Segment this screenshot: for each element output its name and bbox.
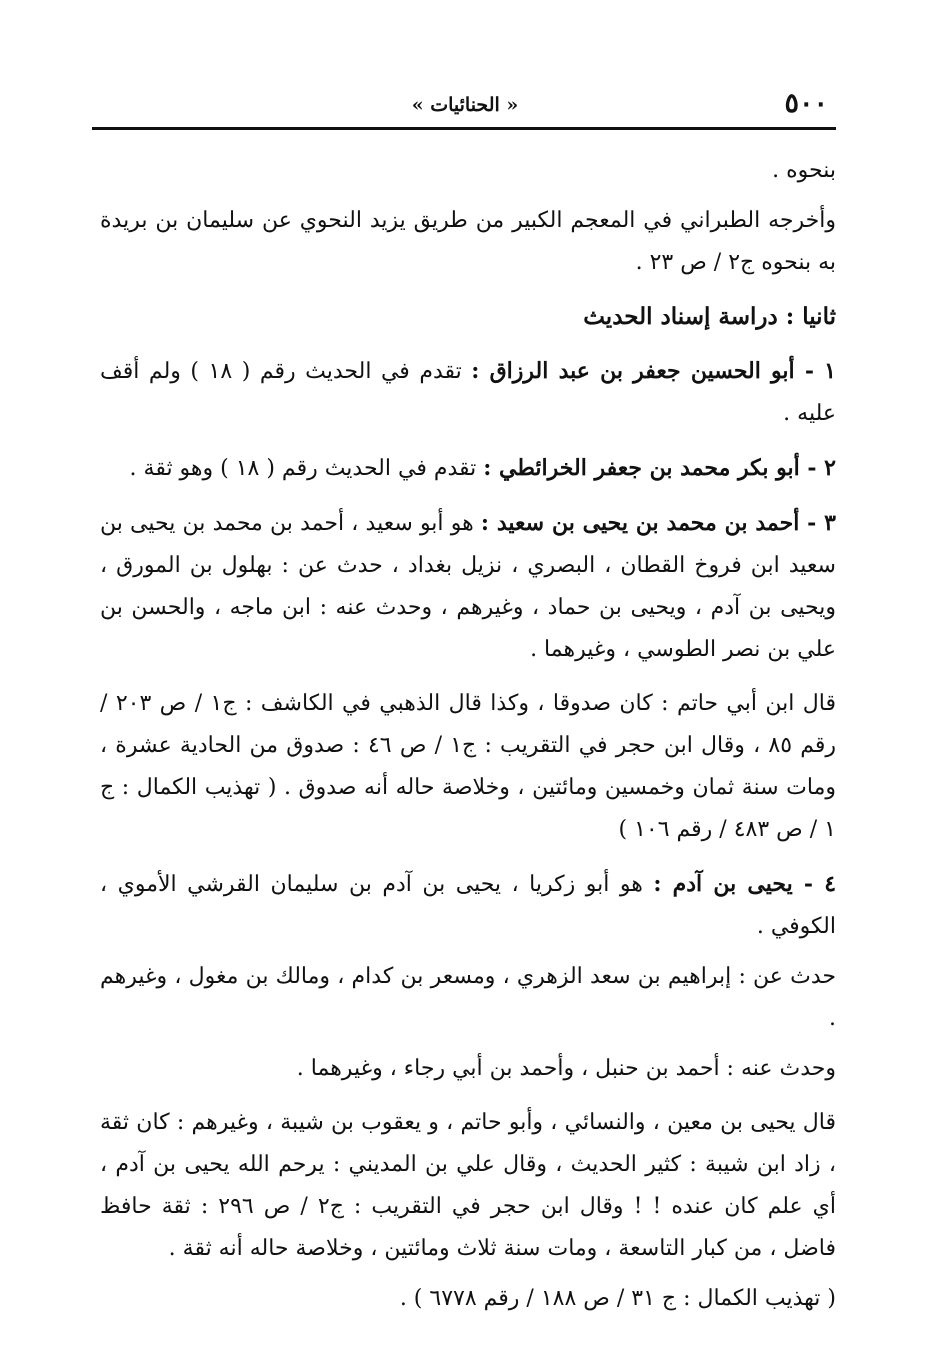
- narrator-reference-4: ( تهذيب الكمال : ج ٣١ / ص ١٨٨ / رقم ٦٧٧٨ ) .: [399, 1286, 836, 1311]
- narrator-text-1: تقدم في الحديث رقم ( ١٨ ) ولم أقف عليه .: [100, 359, 836, 426]
- page-header: [94, 84, 836, 124]
- narrator-item-4: [100, 863, 836, 948]
- narrator-name-3: ٣ - أحمد بن محمد بن يحيى بن سعيد :: [480, 510, 836, 536]
- narrator-item-1: [100, 350, 836, 435]
- narrator-students-4: وحدث عنه : أحمد بن حنبل ، وأحمد بن أبي رجاء ، وغيرهما .: [296, 1056, 836, 1081]
- narrator-teachers-4: حدث عن : إبراهيم بن سعد الزهري ، ومسعر بن كدام ، ومالك بن مغول ، وغيرهم .: [100, 964, 836, 1031]
- narrator-name-4: ٤ - يحيى بن آدم :: [653, 871, 837, 897]
- page-body: [100, 150, 836, 1332]
- narrator-evaluation-3: قال ابن أبي حاتم : كان صدوقا ، وكذا قال الذهبي في الكاشف : ج١ / ص ٢٠٣ / رقم ٨٥ ، وقال ابن حجر في التقريب : ج١ / ص ٤٦ : صدوق من الحادية عشرة ، ومات سنة ثمان وخمسين ومائتين ، وخلاصة حاله أنه صدوق . ( تهذيب الكمال : ج ١ / ص ٤٨٣ / رقم ١٠٦ ): [100, 691, 836, 842]
- narrator-name-1: ١ - أبو الحسين جعفر بن عبد الرزاق :: [471, 358, 836, 384]
- narrator-item-3: [100, 502, 836, 671]
- narrator-text-2: تقدم في الحديث رقم ( ١٨ ) وهو ثقة .: [129, 456, 484, 481]
- running-title: « الحنائيات »: [411, 94, 519, 116]
- narrator-evaluation-4: قال يحيى بن معين ، والنسائي ، وأبو حاتم ، و يعقوب بن شيبة ، وغيرهم : كان ثقة ، زاد ابن شيبة : كثير الحديث ، وقال علي بن المديني : يرحم الله يحيى بن آدم ، أي علم كان عنده ! ! وقال ابن حجر في التقريب : ج٢ / ص ٢٩٦ : ثقة حافظ فاضل ، من كبار التاسعة ، ومات سنة ثلاث ومائتين ، وخلاصة حاله أنه ثقة .: [100, 1110, 837, 1261]
- page-number: ٥٠٠: [784, 88, 828, 119]
- narrator-text-4: هو أبو زكريا ، يحيى بن آدم بن سليمان القرشي الأموي ، الكوفي .: [100, 872, 836, 939]
- narrator-name-2: ٢ - أبو بكر محمد بن جعفر الخرائطي :: [483, 455, 836, 481]
- paragraph-takhrij: وأخرجه الطبراني في المعجم الكبير من طريق يزيد النحوي عن سليمان بن بريدة به بنحوه ج٢ / ص ٢٣ .: [100, 208, 836, 275]
- narrator-item-2: [100, 447, 836, 490]
- header-rule: [92, 127, 836, 130]
- paragraph-continuation: بنحوه .: [772, 158, 836, 183]
- narrator-text-3: هو أبو سعيد ، أحمد بن محمد بن يحيى بن سعيد ابن فروخ القطان ، البصري ، نزيل بغداد ، حدث عن : بهلول بن المورق ، ويحيى بن آدم ، ويحيى بن حماد ، وغيرهم ، وحدث عنه : ابن ماجه ، والحسن بن علي بن نصر الطوسي ، وغيرهما .: [100, 511, 836, 662]
- section-heading: ثانيا : دراسة إسناد الحديث: [583, 303, 836, 330]
